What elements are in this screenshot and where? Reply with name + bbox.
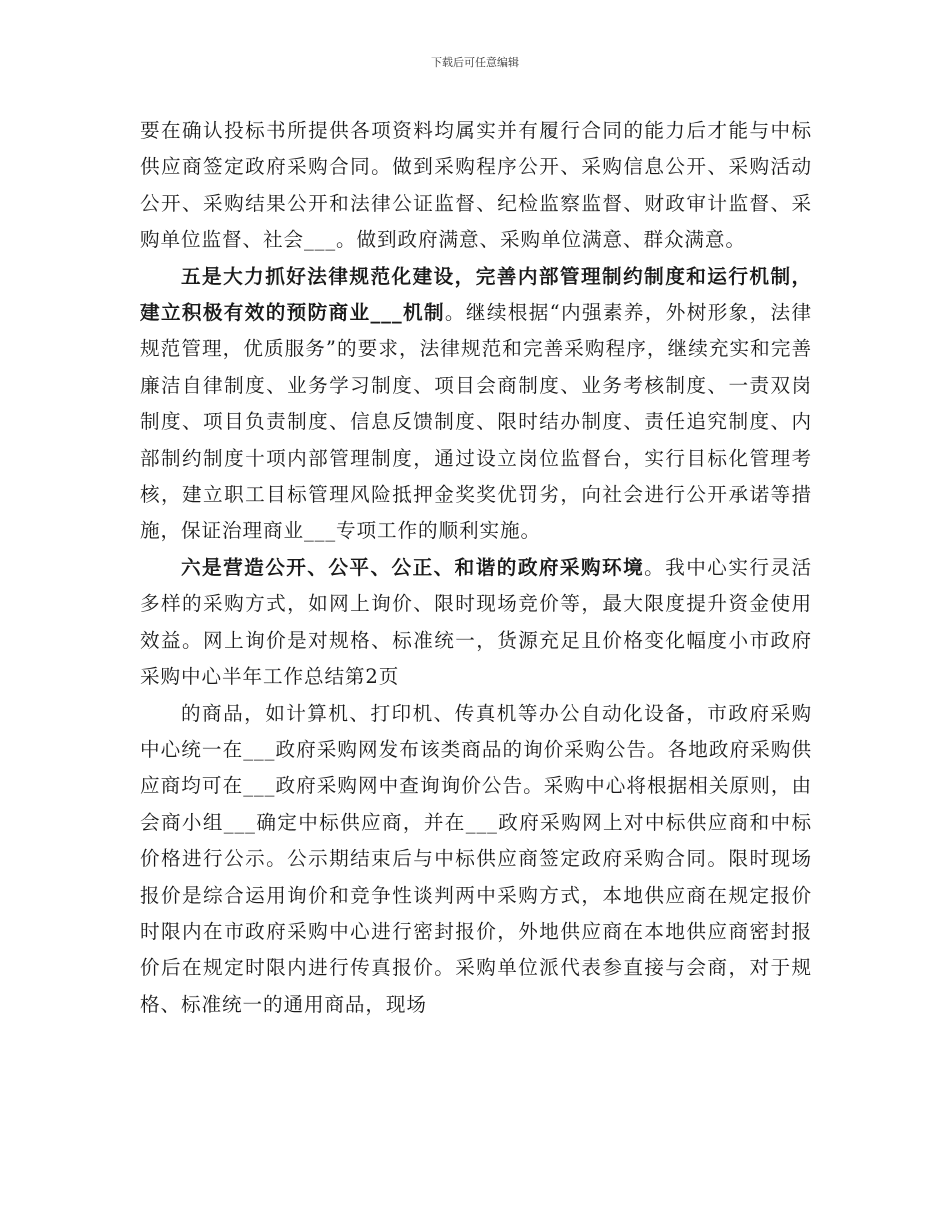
paragraph-point-six bbox=[140, 550, 812, 696]
paragraph-text: 。继续根据“内强素养，外树形象，法律规范管理，优质服务”的要求，法律规范和完善采购程序，继续充实和完善廉洁自律制度、业务学习制度、项目会商制度、业务考核制度、一责双岗制度、项目负责制度、信息反馈制度、限时结办制度、责任追究制度、内部制约制度十项内部管理制度，通过设立岗位监督台，实行目标化管理考核，建立职工目标管理风险抵押金奖奖优罚劣，向社会进行公开承诺等措施，保证治理商业___专项工作的顺利实施。 bbox=[140, 301, 813, 543]
document-body bbox=[140, 113, 812, 1023]
page-header: 下载后可任意编辑 bbox=[431, 56, 519, 69]
paragraph-continuation bbox=[140, 696, 812, 1024]
paragraph-text: 要在确认投标书所提供各项资料均属实并有履行合同的能力后才能与中标供应商签定政府采购合同。做到采购程序公开、采购信息公开、采购活动公开、采购结果公开和法律公证监督、纪检监察监督、财政审计监督、采购单位监督、社会___。做到政府满意、采购单位满意、群众满意。 bbox=[140, 119, 812, 252]
paragraph-heading: 五是大力抓好法律规范化建设，完善内部管理制约制度和运行机制，建立积极有效的预防商业___机制 bbox=[140, 264, 812, 325]
paragraph-heading: 六是营造公开、公平、公正、和谐的政府采购环境 bbox=[181, 555, 645, 579]
paragraph-text: 。我中心实行灵活多样的采购方式，如网上询价、限时现场竞价等，最大限度提升资金使用效益。网上询价是对规格、标准统一，货源充足且价格变化幅度小市政府采购中心半年工作总结第2页 bbox=[140, 555, 812, 689]
paragraph-point-five bbox=[140, 259, 812, 550]
paragraph-text: 的商品，如计算机、打印机、传真机等办公自动化设备，市政府采购中心统一在___政府采购网发布该类商品的询价采购公告。各地政府采购供应商均可在___政府采购网中查询询价公告。采购中心将根据相关原则，由会商小组___确定中标供应商，并在___政府采购网上对中标供应商和中标价格进行公示。公示期结束后与中标供应商签定政府采购合同。限时现场报价是综合运用询价和竞争性谈判两中采购方式，本地供应商在规定报价时限内在市政府采购中心进行密封报价，外地供应商在本地供应商密封报价后在规定时限内进行传真报价。采购单位派代表参直接与会商，对于规格、标准统一的通用商品，现场 bbox=[140, 701, 812, 1016]
paragraph-procurement-openness bbox=[140, 113, 812, 259]
